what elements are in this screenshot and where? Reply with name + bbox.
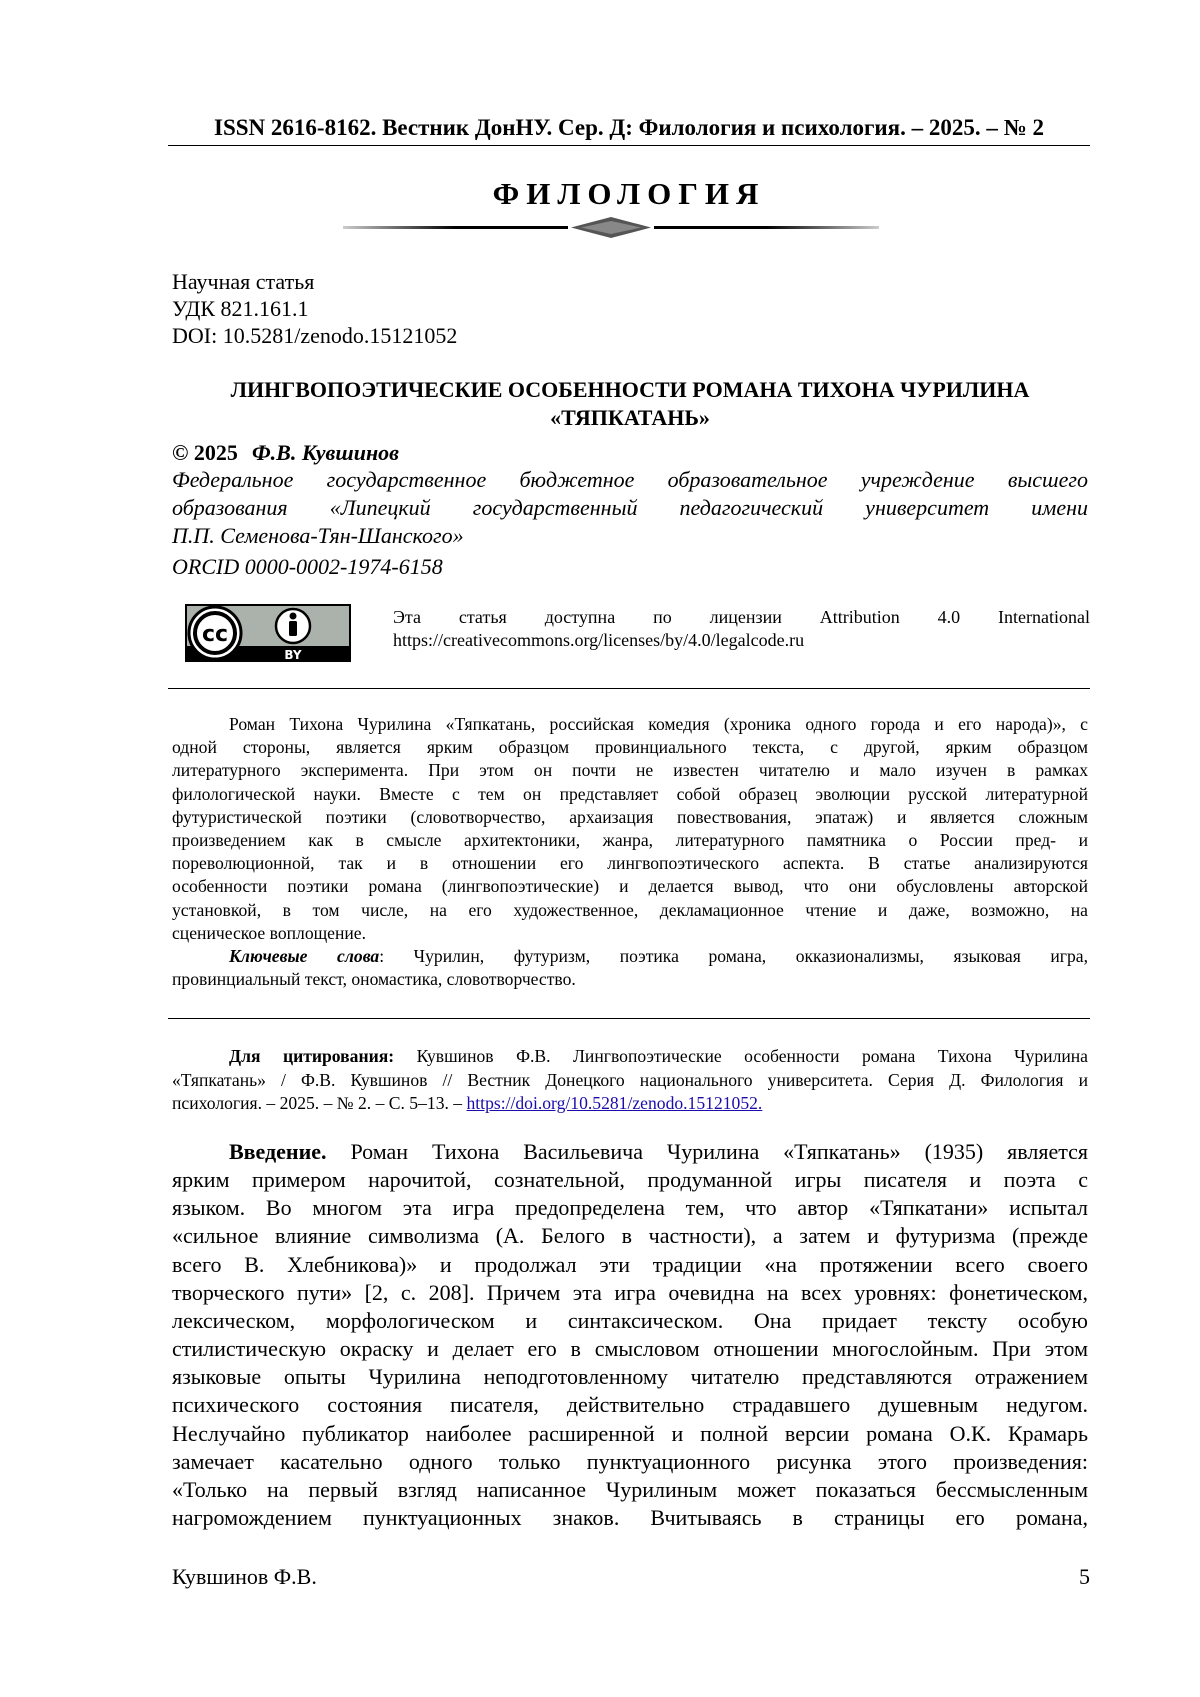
abstract-line: футуристической поэтики (словотворчество, архаизация повествования, эпатаж) и является сложным xyxy=(172,806,1088,827)
body-first-line xyxy=(172,1138,1088,1166)
abstract-line: сценическое воплощение. xyxy=(172,922,367,943)
body-text xyxy=(172,1138,1088,1532)
author-name: Ф.В. Кувшинов xyxy=(251,440,399,465)
body-line: Неслучайно публикатор наиболее расширенной и полной версии романа О.К. Крамарь xyxy=(172,1420,1088,1446)
citation-text-3: психология. – 2025. – № 2. – С. 5–13. – xyxy=(172,1093,467,1113)
running-head-rule xyxy=(168,145,1090,146)
abstract-line: филологической науки. Вместе с тем он представляет собой образец эволюции русской литературной xyxy=(172,783,1088,804)
udc-code: УДК 821.161.1 xyxy=(172,296,309,321)
keywords-text: : Чурилин, футуризм, поэтика романа, окказионализмы, языковая игра, xyxy=(379,946,1088,967)
body-line: творческого пути» [2, с. 208]. Причем эта игра очевидна на всех уровнях: фонетическом, xyxy=(172,1279,1088,1305)
abstract-line: особенности поэтики романа (лингвопоэтические) и делается вывод, что они обусловлены авторской xyxy=(172,876,1088,897)
body-line: языковые опыты Чурилина неподготовленному читателю представляются отражением xyxy=(172,1364,1088,1390)
abstract-line: установкой, в том числе, на его художественное, декламационное чтение и даже, возможно, на xyxy=(172,899,1088,920)
body-line: ярким примером нарочитой, сознательной, продуманной игры писателя и поэта с xyxy=(172,1167,1088,1193)
affiliation-line-3: П.П. Семенова-Тян-Шанского» xyxy=(172,523,464,548)
body-line: «сильное влияние символизма (А. Белого в частности), а затем и футуризма (прежде xyxy=(172,1223,1088,1249)
by-letters: BY xyxy=(284,648,302,662)
author-line xyxy=(172,440,399,466)
license-line-1: Эта статья доступна по лицензии Attribution 4.0 International xyxy=(393,607,1090,627)
license-text xyxy=(393,606,1090,652)
citation-line-2: «Тяпкатань» / Ф.В. Кувшинов // Вестник Донецкого национального университета. Серия Д. Филология и xyxy=(172,1069,1088,1090)
article-title-line-1: ЛИНГВОПОЭТИЧЕСКИЕ ОСОБЕННОСТИ РОМАНА ТИХОНА ЧУРИЛИНА xyxy=(230,377,1030,402)
abstract-bottom-rule xyxy=(168,1018,1090,1019)
section-title: ФИЛОЛОГИЯ xyxy=(492,176,766,211)
body-line: психического состояния писателя, действительно страдавшего душевным недугом. xyxy=(172,1392,1088,1418)
body-line: замечает касательно одного только пунктуационного рисунка этого произведения: xyxy=(172,1448,1088,1474)
page-number: 5 xyxy=(1079,1564,1090,1589)
doi-line: DOI: 10.5281/zenodo.15121052 xyxy=(172,323,458,348)
running-head: ISSN 2616-8162. Вестник ДонНУ. Сер. Д: Филология и психология. – 2025. – № 2 xyxy=(214,115,1044,140)
article-meta xyxy=(172,268,457,349)
abstract-line: пореволюционной, так и в отношении его лингвопоэтического аспекта. В статье анализируются xyxy=(172,853,1088,874)
footer-author: Кувшинов Ф.В. xyxy=(172,1564,317,1589)
keywords-line-1 xyxy=(172,945,1088,968)
abstract xyxy=(172,713,1088,991)
affiliation-line-1: Федеральное государственное бюджетное образовательное учреждение высшего xyxy=(172,467,1088,492)
article-title xyxy=(172,376,1088,432)
cc-letters: cc xyxy=(201,622,229,647)
citation-label: Для цитирования: xyxy=(229,1046,395,1066)
intro-label: Введение. xyxy=(229,1139,327,1164)
ornament-divider-icon xyxy=(343,214,879,242)
body-line: нагромождением пунктуационных знаков. Вчитываясь в страницы его романа, xyxy=(172,1505,1088,1531)
citation-line-3 xyxy=(172,1092,1088,1116)
abstract-line: литературного эксперимента. При этом он почти не известен читателю и мало изучен в рамках xyxy=(172,760,1088,781)
article-type: Научная статья xyxy=(172,269,315,294)
keywords-label: Ключевые слова xyxy=(229,946,380,967)
author-affiliation xyxy=(172,466,1088,550)
abstract-line: Роман Тихона Чурилина «Тяпкатань, российская комедия (хроника одного города и его народа)», с xyxy=(229,714,1088,734)
body-line: лексическом, морфологическом и синтаксическом. Она придает тексту особую xyxy=(172,1307,1088,1333)
citation-block xyxy=(172,1045,1088,1116)
body-line: стилистическую окраску и делает его в смысловом отношении многослойным. При этом xyxy=(172,1336,1088,1362)
body-line: всего В. Хлебникова)» и продолжал эти традиции «на протяжении всего своего xyxy=(172,1251,1088,1277)
abstract-line: произведением как в смысле архитектоники, жанра, литературного памятника о России пред- и xyxy=(172,830,1088,851)
copyright: © 2025 xyxy=(172,440,238,465)
body-line: языком. Во многом эта игра предопределена тем, что автор «Тяпкатани» испытал xyxy=(172,1195,1088,1221)
citation-doi-link[interactable]: https://doi.org/10.5281/zenodo.15121052. xyxy=(466,1093,763,1113)
affiliation-line-2: образования «Липецкий государственный педагогический университет имени xyxy=(172,495,1088,520)
orcid: ORCID 0000-0002-1974-6158 xyxy=(172,554,443,579)
abstract-line: одной стороны, является ярким образцом провинциального текста, с другой, ярким образцом xyxy=(172,737,1088,758)
abstract-top-rule xyxy=(168,688,1090,689)
keywords-line-2: провинциальный текст, ономастика, словотворчество. xyxy=(172,969,576,990)
body-first-line-text: Роман Тихона Васильевича Чурилина «Тяпкатань» (1935) является xyxy=(326,1139,1088,1164)
body-line: «Только на первый взгляд написанное Чурилиным может показаться бессмысленным xyxy=(172,1476,1088,1502)
license-url[interactable]: https://creativecommons.org/licenses/by/4.0/legalcode.ru xyxy=(393,630,805,650)
cc-by-license-icon xyxy=(185,604,351,662)
citation-line-1 xyxy=(172,1045,1088,1069)
citation-text-1: Кувшинов Ф.В. Лингвопоэтические особенности романа Тихона Чурилина xyxy=(394,1046,1088,1066)
article-title-line-2: «ТЯПКАТАНЬ» xyxy=(550,405,710,430)
